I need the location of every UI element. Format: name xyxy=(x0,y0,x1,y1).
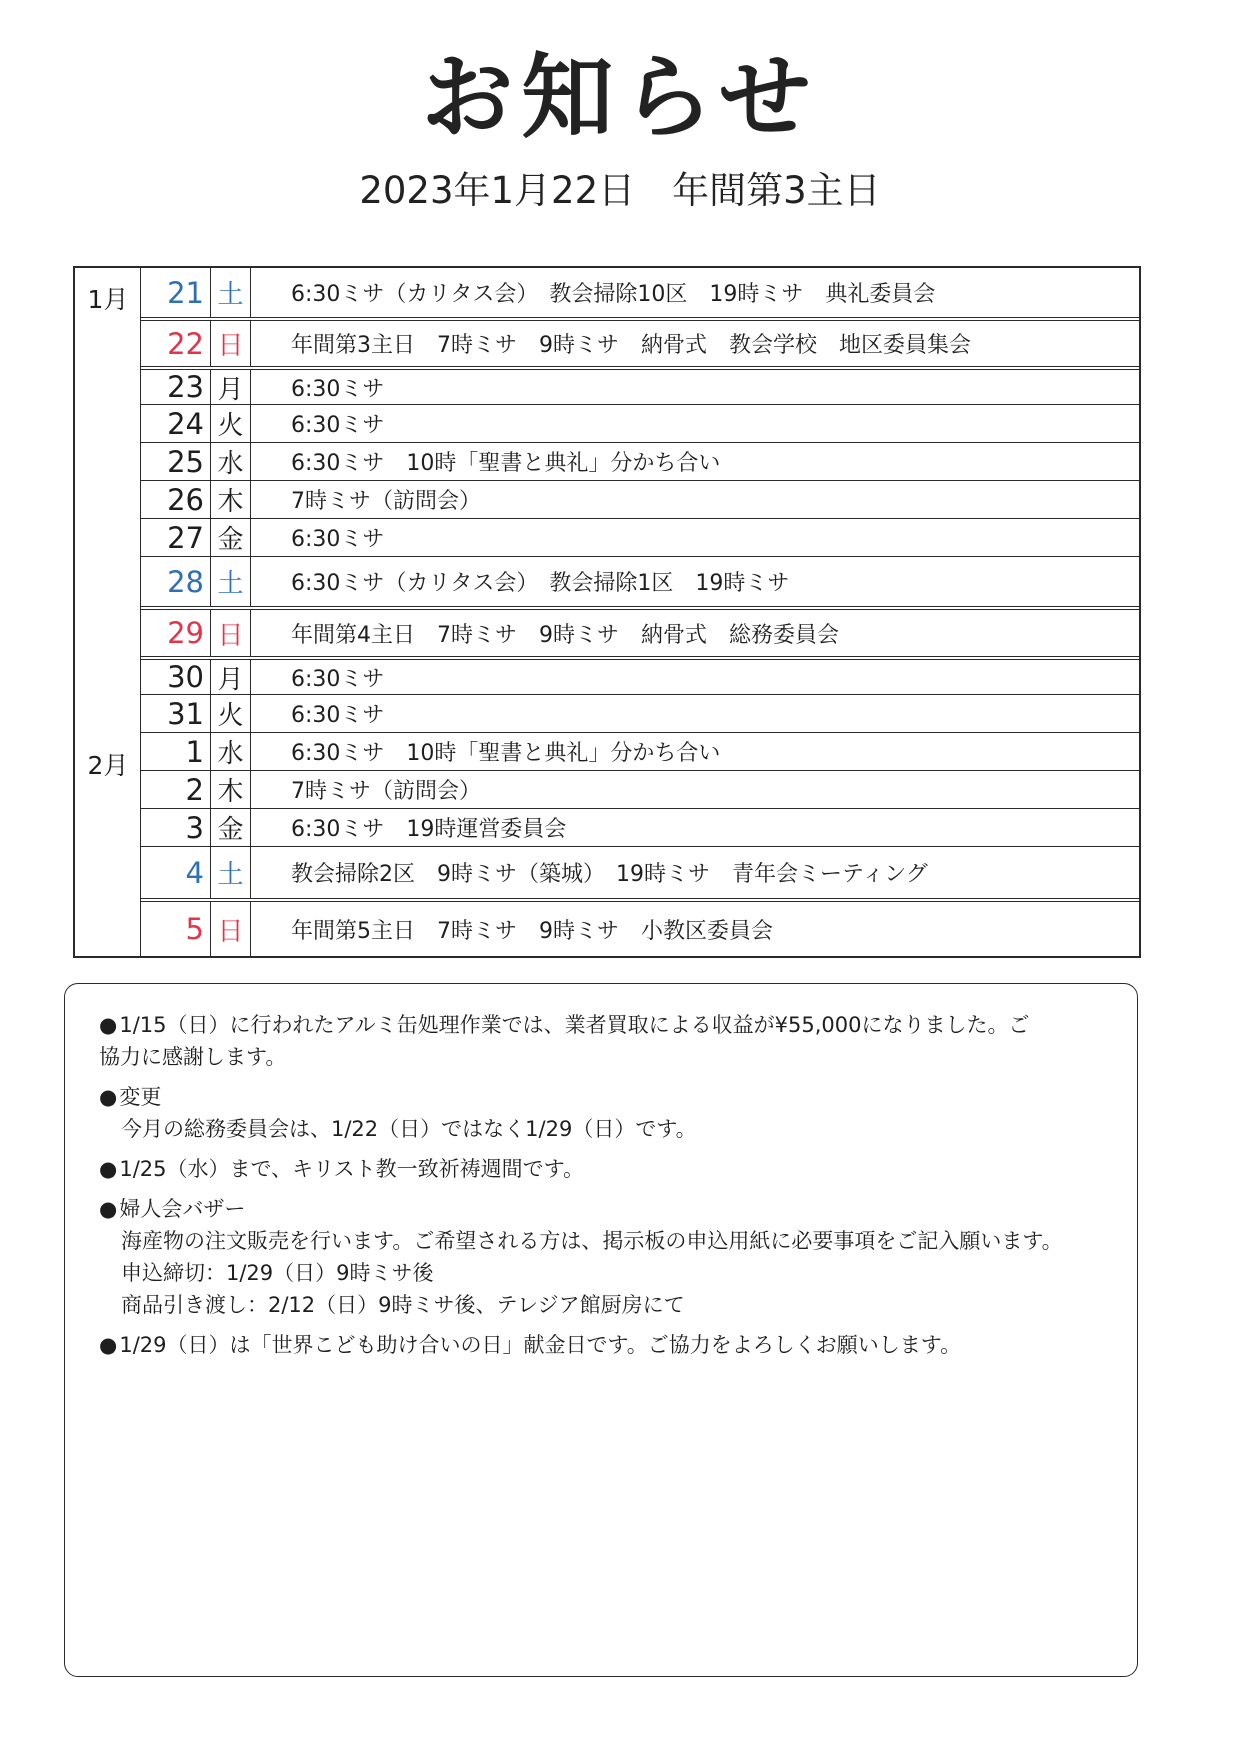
date-cell: 27 xyxy=(141,519,211,556)
notice-text: 1/29（日）は「世界こども助け合いの日」献金日です。ご協力をよろしくお願いします。 xyxy=(119,1333,962,1357)
schedule-row xyxy=(141,656,1139,694)
date-cell: 29 xyxy=(141,610,211,656)
schedule-row xyxy=(141,317,1139,366)
date-cell: 25 xyxy=(141,443,211,480)
date-cell: 24 xyxy=(141,405,211,442)
notice-item xyxy=(99,1081,1107,1145)
events-cell: 6:30ミサ 19時運営委員会 xyxy=(291,817,567,842)
events-cell: 6:30ミサ xyxy=(291,703,385,728)
weekday-cell: 日 xyxy=(211,902,251,956)
date-cell: 5 xyxy=(141,902,211,956)
bullet-icon: ● xyxy=(99,1013,118,1037)
weekday-cell: 金 xyxy=(211,809,251,846)
month-label-feb: 2月 xyxy=(87,751,129,780)
page-title: お知らせ xyxy=(421,44,819,151)
events-cell: 年間第3主日 7時ミサ 9時ミサ 納骨式 教会学校 地区委員集会 xyxy=(291,333,971,358)
schedule-row xyxy=(141,732,1139,770)
date-cell: 30 xyxy=(141,660,211,694)
events-cell: 7時ミサ（訪問会） xyxy=(291,489,481,514)
bullet-icon: ● xyxy=(99,1333,118,1357)
notice-text: 協力に感謝します。 xyxy=(99,1045,287,1069)
schedule-row xyxy=(141,606,1139,656)
schedule-row xyxy=(141,898,1139,956)
events-cell: 6:30ミサ（カリタス会） 教会掃除1区 19時ミサ xyxy=(291,571,790,596)
schedule-row xyxy=(141,808,1139,846)
date-cell: 31 xyxy=(141,695,211,732)
notice-heading: 婦人会バザー xyxy=(119,1197,246,1221)
notice-item xyxy=(99,1009,1107,1073)
date-cell: 26 xyxy=(141,481,211,518)
events-cell: 6:30ミサ xyxy=(291,376,385,402)
notice-item xyxy=(99,1329,1107,1361)
notice-heading: 変更 xyxy=(119,1085,162,1109)
schedule-row xyxy=(141,694,1139,732)
notice-text: 商品引き渡し：2/12（日）9時ミサ後、テレジア館厨房にて xyxy=(121,1293,685,1317)
notice-text: 今月の総務委員会は、1/22（日）ではなく1/29（日）です。 xyxy=(121,1117,697,1141)
bullet-icon: ● xyxy=(99,1085,118,1109)
events-cell: 教会掃除2区 9時ミサ（築城） 19時ミサ 青年会ミーティング xyxy=(291,862,928,887)
events-cell: 6:30ミサ xyxy=(291,413,385,438)
schedule-row xyxy=(141,442,1139,480)
events-cell: 6:30ミサ xyxy=(291,527,385,552)
weekday-cell: 木 xyxy=(211,771,251,808)
notice-text: 1/15（日）に行われたアルミ缶処理作業では、業者買取による収益が¥55,000になりました。ご xyxy=(119,1013,1030,1037)
notices-box xyxy=(64,983,1138,1677)
notice-item xyxy=(99,1193,1107,1321)
schedule-row xyxy=(141,268,1139,317)
date-cell: 23 xyxy=(141,370,211,404)
schedule-row xyxy=(141,518,1139,556)
weekday-cell: 水 xyxy=(211,733,251,770)
weekday-cell: 火 xyxy=(211,695,251,732)
notice-list xyxy=(65,984,1137,1361)
date-cell: 22 xyxy=(141,321,211,366)
bullet-icon: ● xyxy=(99,1197,118,1221)
events-cell: 6:30ミサ xyxy=(291,666,385,692)
events-cell: 6:30ミサ 10時「聖書と典礼」分かち合い xyxy=(291,741,721,766)
schedule-table xyxy=(73,266,1141,958)
schedule-row xyxy=(141,404,1139,442)
notice-text: 申込締切：1/29（日）9時ミサ後 xyxy=(121,1261,434,1285)
weekday-cell: 木 xyxy=(211,481,251,518)
weekday-cell: 土 xyxy=(211,847,251,898)
notice-text: 海産物の注文販売を行います。ご希望される方は、掲示板の申込用紙に必要事項をご記入願います。 xyxy=(121,1229,1063,1253)
weekday-cell: 金 xyxy=(211,519,251,556)
weekday-cell: 月 xyxy=(211,660,251,694)
date-cell: 1 xyxy=(141,733,211,770)
weekday-cell: 日 xyxy=(211,321,251,366)
events-cell: 6:30ミサ（カリタス会） 教会掃除10区 19時ミサ 典礼委員会 xyxy=(291,282,936,307)
weekday-cell: 土 xyxy=(211,557,251,606)
schedule-row xyxy=(141,480,1139,518)
date-cell: 3 xyxy=(141,809,211,846)
date-cell: 28 xyxy=(141,557,211,606)
bullet-icon: ● xyxy=(99,1157,118,1181)
events-cell: 7時ミサ（訪問会） xyxy=(291,779,481,804)
weekday-cell: 火 xyxy=(211,405,251,442)
page-subtitle: 2023年1月22日 年間第3主日 xyxy=(359,169,881,212)
schedule-row xyxy=(141,770,1139,808)
schedule-row xyxy=(141,846,1139,898)
events-cell: 年間第4主日 7時ミサ 9時ミサ 納骨式 総務委員会 xyxy=(291,622,839,648)
weekday-cell: 月 xyxy=(211,370,251,404)
schedule-row xyxy=(141,556,1139,606)
weekday-cell: 日 xyxy=(211,610,251,656)
notice-text: 1/25（水）まで、キリスト教一致祈祷週間です。 xyxy=(119,1157,584,1181)
month-label-jan: 1月 xyxy=(87,285,129,314)
date-cell: 2 xyxy=(141,771,211,808)
date-cell: 21 xyxy=(141,268,211,317)
events-cell: 6:30ミサ 10時「聖書と典礼」分かち合い xyxy=(291,451,721,476)
month-column xyxy=(75,268,141,956)
notice-item xyxy=(99,1153,1107,1185)
weekday-cell: 水 xyxy=(211,443,251,480)
date-cell: 4 xyxy=(141,847,211,898)
schedule-row xyxy=(141,366,1139,404)
events-cell: 年間第5主日 7時ミサ 9時ミサ 小教区委員会 xyxy=(291,918,773,944)
weekday-cell: 土 xyxy=(211,268,251,317)
